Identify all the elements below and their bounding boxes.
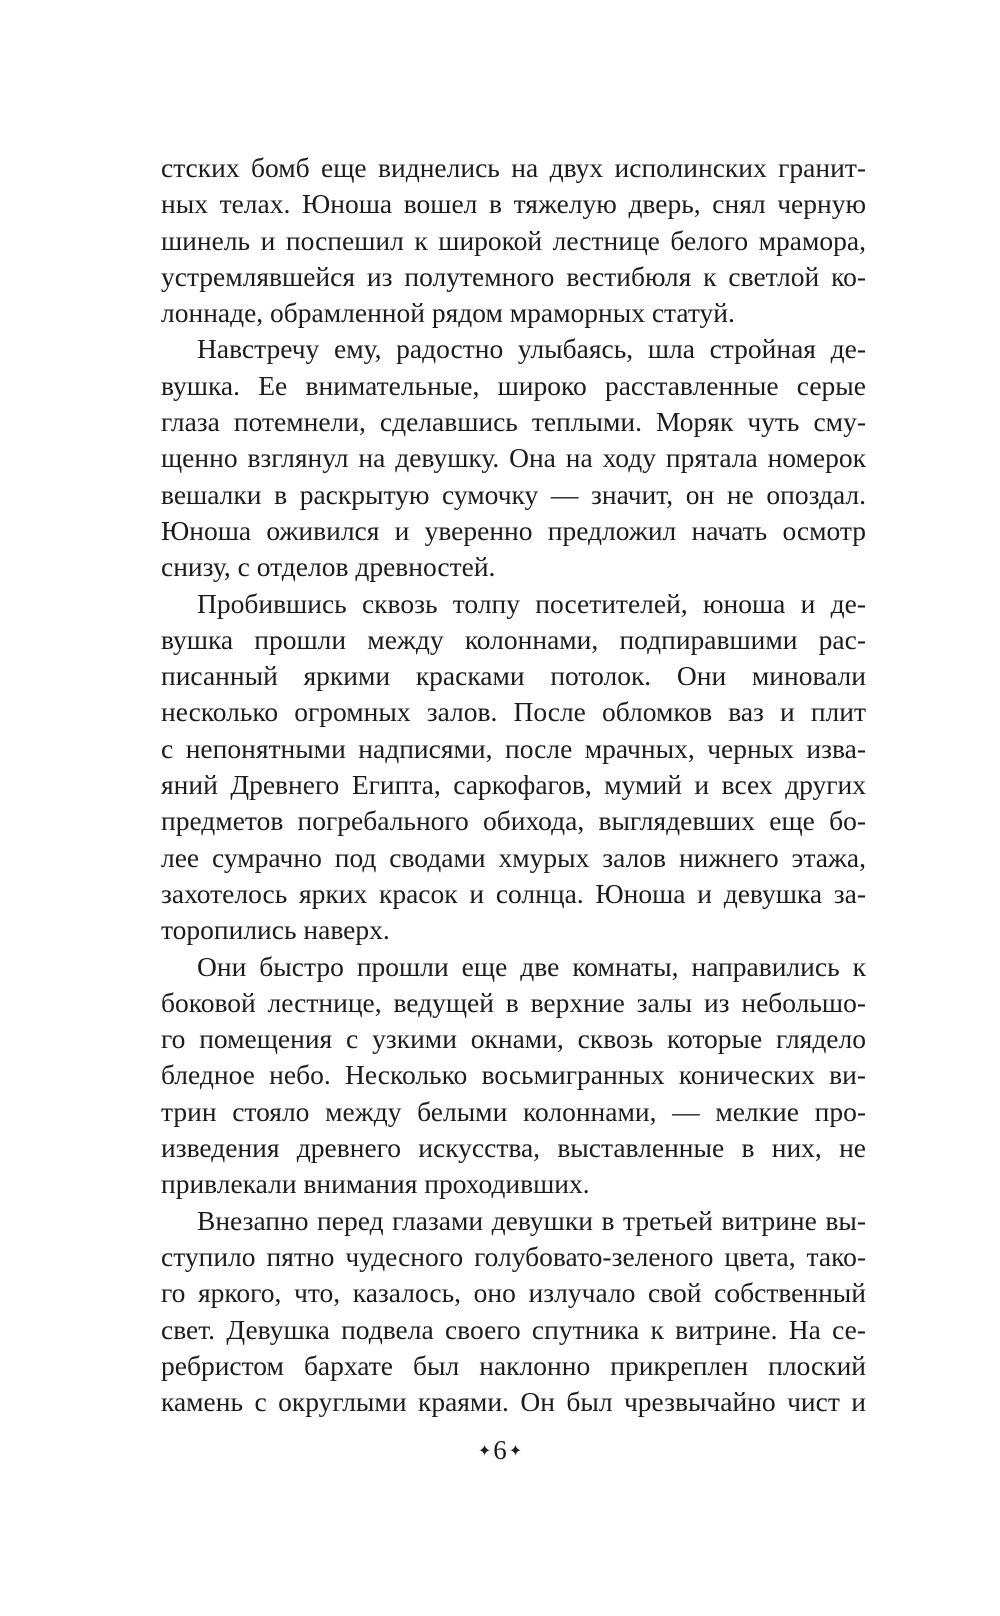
text-line: бледное небо. Несколько восьмигранных конических ви-: [161, 1059, 866, 1091]
text-line: боковой лестнице, ведущей в верхние залы из небольшо-: [161, 986, 866, 1018]
page-number: 6: [493, 1435, 507, 1465]
text-line: устремлявшейся из полутемного вестибюля к светлой ко-: [161, 260, 866, 292]
text-line: ных телах. Юноша вошел в тяжелую дверь, снял черную: [161, 188, 866, 220]
text-line: Навстречу ему, радостно улыбаясь, шла стройная де-: [197, 333, 866, 365]
text-line: лее сумрачно под сводами хмурых залов нижнего этажа,: [161, 841, 866, 873]
text-line: вушка. Ее внимательные, широко расставленные серые: [161, 369, 866, 401]
text-line: привлекали внимания проходивших.: [161, 1168, 590, 1200]
paragraph: [161, 331, 866, 585]
text-line: ребристом бархате был наклонно прикреплен плоский: [161, 1349, 866, 1381]
body-text: [161, 150, 866, 1420]
text-line: Они быстро прошли еще две комнаты, направились к: [197, 950, 866, 982]
text-line: захотелось ярких красок и солнца. Юноша и девушка за-: [161, 877, 866, 909]
ornament-left-icon: ✦: [477, 1441, 492, 1460]
text-line: несколько огромных залов. После обломков ваз и плит: [161, 696, 866, 728]
text-line: го яркого, что, казалось, оно излучало свой собственный: [161, 1277, 866, 1309]
text-line: глаза потемнели, сделавшись теплыми. Моряк чуть сму-: [161, 406, 866, 438]
paragraph: [161, 949, 866, 1203]
text-line: шинель и поспешил к широкой лестнице белого мрамора,: [161, 224, 866, 256]
paragraph: [161, 586, 866, 949]
ornament-right-icon: ✦: [508, 1441, 523, 1460]
text-line: камень с округлыми краями. Он был чрезвычайно чист и: [161, 1386, 866, 1418]
text-line: вушка прошли между колоннами, подпиравшими рас-: [161, 623, 866, 655]
paragraph: [161, 150, 866, 331]
text-line: Внезапно перед глазами девушки в третьей витрине вы-: [197, 1204, 866, 1236]
text-line: Юноша оживился и уверенно предложил начать осмотр: [161, 514, 866, 546]
text-line: снизу, с отделов древностей.: [161, 551, 496, 583]
text-line: изведения древнего искусства, выставленные в них, не: [161, 1132, 866, 1164]
text-line: го помещения с узкими окнами, сквозь которые глядело: [161, 1023, 866, 1055]
paragraph: [161, 1203, 866, 1421]
text-line: лоннаде, обрамленной рядом мраморных статуй.: [161, 297, 735, 329]
text-line: ступило пятно чудесного голубовато-зеленого цвета, тако-: [161, 1240, 866, 1272]
text-line: яний Древнего Египта, саркофагов, мумий и всех других: [161, 769, 866, 801]
text-line: с непонятными надписями, после мрачных, черных изва-: [161, 732, 866, 764]
text-line: вешалки в раскрытую сумочку — значит, он не опоздал.: [161, 478, 866, 510]
text-line: предметов погребального обихода, выглядевших еще бо-: [161, 805, 866, 837]
text-line: писанный яркими красками потолок. Они миновали: [161, 660, 866, 692]
page-footer: [0, 1432, 1000, 1469]
text-line: свет. Девушка подвела своего спутника к витрине. На се-: [161, 1313, 866, 1345]
text-line: стских бомб еще виднелись на двух исполинских гранит-: [161, 152, 866, 183]
text-line: трин стояло между белыми колоннами, — мелкие про-: [161, 1095, 866, 1127]
text-line: торопились наверх.: [161, 914, 390, 946]
text-line: Пробившись сквозь толпу посетителей, юноша и де-: [197, 587, 866, 619]
text-line: щенно взглянул на девушку. Она на ходу прятала номерок: [161, 442, 866, 474]
